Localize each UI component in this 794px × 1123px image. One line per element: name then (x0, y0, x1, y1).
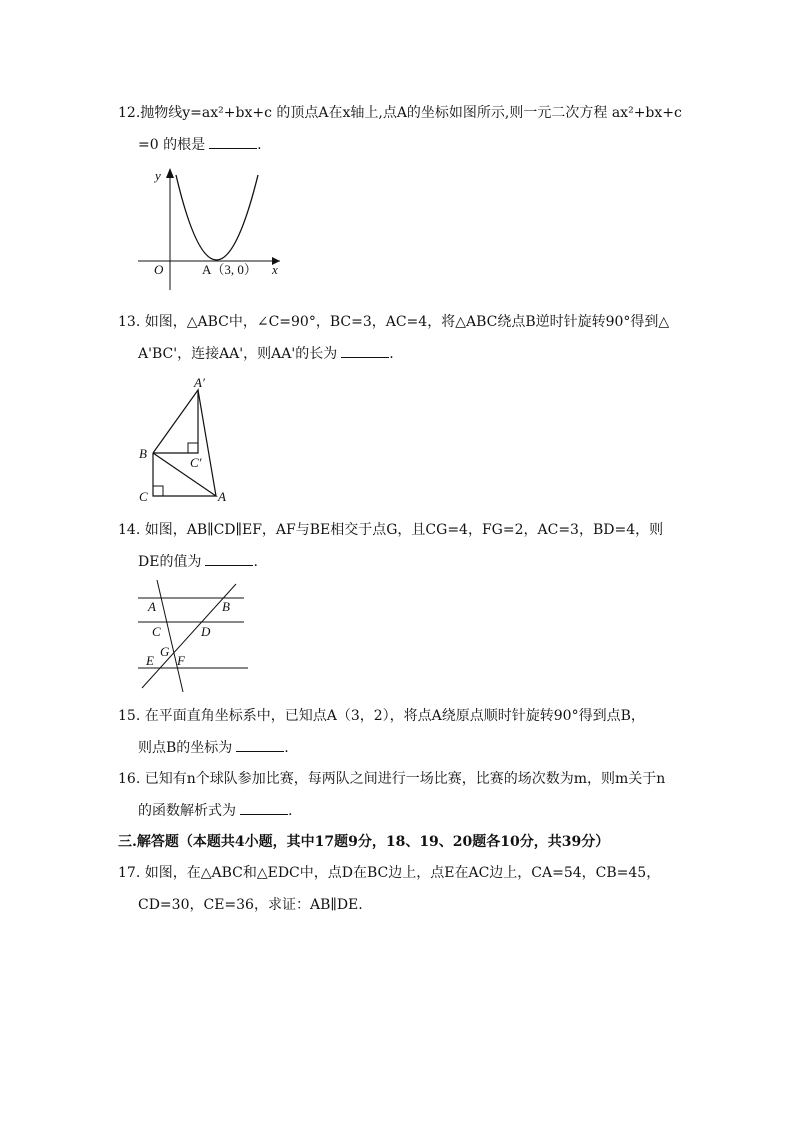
q12-line2-text: =0 的根是 (138, 137, 206, 153)
q17-line2: CD=30，CE=36，求证：AB∥DE. (138, 897, 363, 913)
q16-line2 (138, 802, 292, 820)
q15-answer-blank[interactable] (236, 739, 284, 752)
q14-line2-text: DE的值为 (138, 554, 202, 570)
q12-end: . (257, 137, 262, 153)
q15-end: . (284, 740, 289, 756)
q13-line1: 13. 如图，△ABC中，∠C=90°，BC=3，AC=4，将△ABC绕点B逆时针旋转90°得到△ (118, 314, 670, 330)
q13-end: . (389, 346, 394, 362)
q17-line1: 17. 如图，在△ABC和△EDC中，点D在BC边上，点E在AC边上，CA=54，CB=45， (118, 865, 661, 881)
q12-point-a-label: A（3, 0） (202, 262, 257, 277)
q14-label-b: B (222, 599, 230, 614)
q13-label-c-prime: C′ (190, 455, 202, 470)
q14-line1: 14. 如图，AB∥CD∥EF，AF与BE相交于点G，且CG=4，FG=2，AC=3，BD=4，则 (118, 522, 664, 538)
q15-line2-text: 则点B的坐标为 (138, 740, 233, 756)
q16-end: . (288, 803, 293, 819)
q13-label-a-prime: A′ (194, 375, 205, 390)
q16-line1: 16. 已知有n个球队参加比赛，每两队之间进行一场比赛，比赛的场次数为m，则m关于n (118, 771, 666, 787)
q16-line2-text: 的函数解析式为 (138, 803, 236, 819)
q14-label-d: D (201, 624, 211, 639)
q13-label-c: C (139, 489, 148, 504)
q15-line2 (138, 739, 289, 757)
q13-line2-text: A'BC'，连接AA'，则AA'的长为 (138, 346, 338, 362)
q14-end: . (253, 554, 258, 570)
section3-heading: 三.解答题（本题共4小题，其中17题9分，18、19、20题各10分，共39分） (118, 834, 610, 850)
q14-label-c: C (152, 624, 161, 639)
q13-label-a: A (218, 489, 226, 504)
q14-label-g: G (160, 644, 170, 659)
q12-x-label: x (272, 262, 278, 277)
q14-label-e: E (146, 653, 154, 668)
q12-y-label: y (155, 168, 161, 183)
q15-line1: 15. 在平面直角坐标系中，已知点A（3，2），将点A绕原点顺时针旋转90°得到点B， (118, 708, 645, 724)
q14-label-f: F (177, 653, 185, 668)
q12-origin-label: O (154, 262, 164, 277)
q12-line1: 12.抛物线y=ax²+bx+c 的顶点A在x轴上,点A的坐标如图所示,则一元二次方程 ax²+bx+c (118, 105, 682, 121)
q14-line-af (157, 580, 183, 692)
q14-label-a: A (148, 599, 156, 614)
q13-label-b: B (139, 446, 147, 461)
q16-answer-blank[interactable] (240, 802, 288, 815)
